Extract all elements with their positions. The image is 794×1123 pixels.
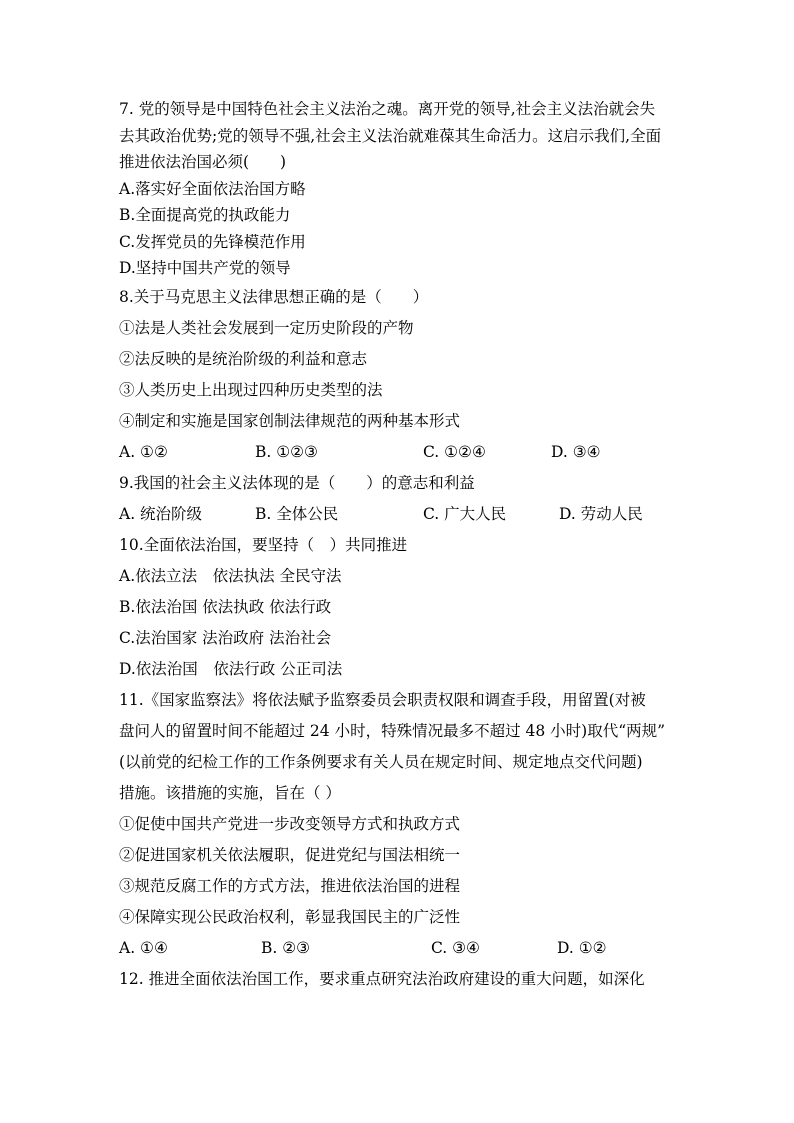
question-9-option-b: B. 全体公民 (255, 504, 339, 523)
question-list (119, 96, 679, 995)
question-7-option-b: B.全面提高党的执政能力 (119, 206, 291, 224)
question-10-option-c: C.法治国家 法治政府 法治社会 (119, 628, 332, 647)
question-11-stem-line-2: 盘问人的留置时间不能超过 24 小时，特殊情况最多不超过 48 小时)取代“两规” (119, 721, 666, 740)
question-9-option-d: D. 劳动人民 (559, 504, 643, 523)
question-11-option-b: B. ②③ (261, 938, 311, 957)
question-11-statement-4: ④保障实现公民政治权利，彰显我国民主的广泛性 (119, 907, 461, 926)
question-7-stem-line-2: 去其政治优势;党的领导不强,社会主义法治就难葆其生命活力。这启示我们,全面 (119, 126, 662, 145)
question-8-option-d: D. ③④ (551, 442, 601, 461)
question-8-option-b: B. ①②③ (255, 442, 318, 461)
question-8-options (119, 437, 679, 468)
question-8-statement-4: ④制定和实施是国家创制法律规范的两种基本形式 (119, 411, 461, 430)
question-11-options (119, 933, 679, 964)
question-7-stem-line-3: 推进依法治国必须( ) (119, 153, 287, 171)
question-11-statement-2: ②促进国家机关依法履职，促进党纪与国法相统一 (119, 845, 461, 864)
question-12 (119, 964, 679, 995)
question-8 (119, 282, 679, 468)
question-7-stem-line-1: 7. 党的领导是中国特色社会主义法治之魂。离开党的领导,社会主义法治就会失 (119, 100, 656, 118)
question-11-option-c: C. ③④ (431, 938, 480, 957)
question-10-option-b: B.依法治国 依法执政 依法行政 (119, 597, 332, 616)
question-11-stem-line-4: 措施。该措施的实施，旨在（ ） (119, 783, 341, 802)
question-8-statement-2: ②法反映的是统治阶级的利益和意志 (119, 349, 368, 368)
question-9-stem: 9.我国的社会主义法体现的是（ ）的意志和利益 (119, 473, 475, 492)
question-11 (119, 685, 679, 964)
question-11-statement-3: ③规范反腐工作的方式方法，推进依法治国的进程 (119, 876, 461, 895)
question-8-statement-3: ③人类历史上出现过四种历史类型的法 (119, 380, 383, 399)
question-8-stem: 8.关于马克思主义法律思想正确的是（ ） (119, 287, 429, 306)
question-10-option-d: D.依法治国 依法行政 公正司法 (119, 659, 343, 678)
question-8-option-a: A. ①② (119, 442, 168, 461)
question-11-statement-1: ①促使中国共产党进一步改变领导方式和执政方式 (119, 814, 461, 833)
question-12-stem-line-1: 12. 推进全面依法治国工作，要求重点研究法治政府建设的重大问题，如深化 (119, 969, 645, 988)
question-11-stem-line-1: 11.《国家监察法》将依法赋予监察委员会职责权限和调查手段，用留置(对被 (119, 690, 646, 709)
question-8-option-c: C. ①②④ (423, 442, 486, 461)
question-7-option-d: D.坚持中国共产党的领导 (119, 259, 291, 277)
question-7-option-c: C.发挥党员的先锋模范作用 (119, 232, 306, 251)
question-10-option-a: A.依法立法 依法执法 全民守法 (119, 566, 342, 585)
question-10 (119, 530, 679, 685)
question-9 (119, 468, 679, 530)
question-11-option-d: D. ①② (557, 938, 607, 957)
question-8-statement-1: ①法是人类社会发展到一定历史阶段的产物 (119, 318, 414, 337)
question-7-option-a: A.落实好全面依法治国方略 (119, 179, 306, 198)
question-11-stem-line-3: (以前党的纪检工作的工作条例要求有关人员在规定时间、规定地点交代问题) (119, 752, 643, 771)
question-10-stem: 10.全面依法治国，要坚持（ ）共同推进 (119, 535, 408, 554)
question-9-option-a: A. 统治阶级 (119, 504, 203, 523)
question-9-option-c: C. 广大人民 (423, 504, 507, 523)
question-7 (119, 96, 679, 282)
question-9-options (119, 499, 679, 530)
question-11-option-a: A. ①④ (119, 938, 168, 957)
